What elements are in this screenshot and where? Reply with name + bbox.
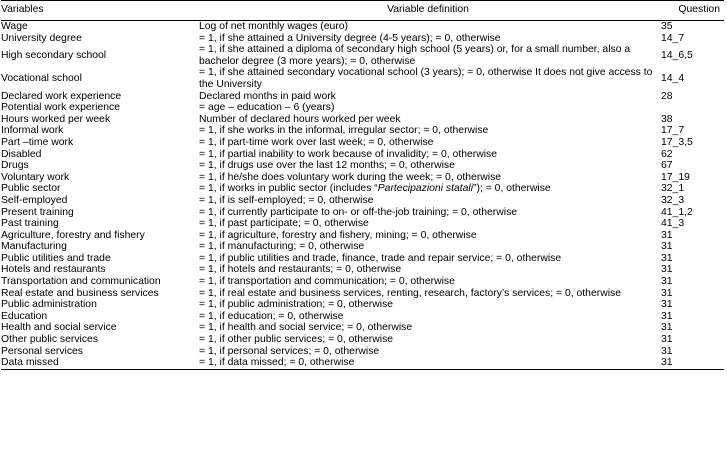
table-row [1,102,724,114]
table-row [1,311,724,323]
variable-cell: Public administration [1,299,97,311]
header-question: Question [657,1,724,21]
definition-cell: = 1, if health and social service; = 0, otherwise [199,322,413,334]
table-row [1,172,724,184]
question-cell: 38 [661,113,673,125]
table-row [1,125,724,137]
definition-cell: = 1, if public administration; = 0, otherwise [199,299,394,311]
question-cell: 17_19 [661,171,690,183]
definition-cell: = 1, if she attained a diploma of secondary high school (5 years) or, for a small number, also a bachelor degree (3 more years); = 0, otherwise [199,44,631,67]
variable-cell: Transportation and communication [1,276,161,288]
table-row [1,33,724,45]
variable-cell: Real estate and business services [1,287,159,299]
definition-cell: = 1, if is self-employed; = 0, otherwise [199,194,374,206]
question-cell: 17_7 [661,125,685,137]
variable-cell: Health and social service [1,322,117,334]
question-cell: 67 [661,160,673,172]
variable-cell: Drugs [1,160,29,172]
table-row [1,299,724,311]
question-cell: 17_3,5 [661,136,693,148]
variable-cell: Past training [1,218,59,230]
table-row [1,241,724,253]
question-cell: 41_3 [661,218,685,230]
definition-cell: = 1, if partial inability to work because of invalidity; = 0, otherwise [199,148,498,160]
definition-text: ”); = 0, otherwise [473,183,551,195]
definition-cell: Number of declared hours worked per week [199,113,401,125]
definition-cell: = 1, if other public services; = 0, otherwise [199,334,394,346]
variable-cell: Potential work experience [1,102,120,114]
question-cell [657,102,724,114]
question-cell: 14_7 [661,32,685,44]
table-row [1,218,724,230]
variables-table [1,0,724,370]
definition-cell: = 1, if he/she does voluntary work during the week; = 0, otherwise [199,171,502,183]
definition-cell: = 1, if public utilities and trade, finance, trade and repair service; = 0, otherwise [199,252,562,264]
question-cell: 14_4 [661,73,685,85]
definition-cell: = 1, if transportation and communication; = 0, otherwise [199,276,455,288]
definition-cell: = 1, if education; = 0, otherwise [199,310,344,322]
question-cell: 31 [661,229,673,241]
question-cell: 35 [661,21,673,32]
table-row [1,195,724,207]
table-row [1,230,724,242]
variable-cell: Declared work experience [1,90,122,102]
question-cell: 31 [661,334,673,346]
table-row [1,44,724,67]
variable-cell: Manufacturing [1,241,67,253]
definition-cell: = age – education – 6 (years) [199,102,335,114]
variable-cell: Hours worked per week [1,113,111,125]
table-row [1,183,724,195]
table-row [1,67,724,90]
question-cell: 31 [661,252,673,264]
variable-cell: Hotels and restaurants [1,264,106,276]
table-row [1,114,724,126]
definition-italic-text: Partecipazioni statali [377,183,474,195]
table-header-row [1,1,724,21]
question-cell: 41_1,2 [661,206,693,218]
definition-cell: = 1, if part-time work over last week; = 0, otherwise [199,136,434,148]
definition-cell: = 1, if agriculture, forestry and fishery, mining; = 0, otherwise [199,229,477,241]
variable-cell: Agriculture, forestry and fishery [1,229,145,241]
question-cell: 31 [657,357,724,369]
definition-cell: = 1, if she attained a University degree (4-5 years); = 0, otherwise [199,32,501,44]
table-row [1,276,724,288]
table-row [1,322,724,334]
table-row [1,288,724,300]
table-row [1,207,724,219]
header-definition: Variable definition [199,1,657,21]
question-cell: 31 [661,241,673,253]
question-cell: 31 [661,276,673,288]
question-cell: 31 [661,299,673,311]
table-row [1,21,724,33]
question-cell: 31 [661,310,673,322]
question-cell: 31 [661,322,673,334]
question-cell: 31 [661,264,673,276]
table-row [1,91,724,103]
table-row [1,160,724,172]
table-row [1,334,724,346]
table-row [1,264,724,276]
definition-cell: = 1, if drugs use over the last 12 months; = 0, otherwise [199,160,455,172]
definition-cell: = 1, if she works in the informal, irregular sector; = 0, otherwise [199,125,489,137]
definition-cell: = 1, if data missed; = 0, otherwise [199,357,657,369]
table-row [1,149,724,161]
definition-cell: Declared months in paid work [199,90,336,102]
definition-cell: = 1, if past participate; = 0, otherwise [199,218,369,230]
variable-cell: Part –time work [1,136,74,148]
question-cell: 32_3 [661,194,685,206]
table-row [1,137,724,149]
question-cell: 31 [661,345,673,357]
variable-cell: Public sector [1,183,61,195]
variable-cell: Vocational school [1,73,82,85]
definition-cell: = 1, if personal services; = 0, otherwise [199,345,380,357]
variable-cell: Disabled [1,148,42,160]
definition-cell: = 1, if real estate and business services, renting, research, factory’s services; = 0, otherwise [199,287,621,299]
definition-text: = 1, if works in public sector (includes “ [199,183,378,195]
table-row [1,346,724,358]
variable-cell: Wage [1,21,28,32]
question-cell: 28 [661,90,673,102]
question-cell: 32_1 [661,183,685,195]
variable-cell: Voluntary work [1,171,70,183]
variable-cell: Data missed [1,357,199,369]
variable-cell: Informal work [1,125,64,137]
definition-cell: = 1, if manufacturing; = 0, otherwise [199,241,365,253]
header-variables: Variables [1,1,199,21]
definition-cell: = 1, if currently participate to on- or off-the-job training; = 0, otherwise [199,206,518,218]
variable-cell: University degree [1,32,82,44]
variable-cell: Other public services [1,334,99,346]
variable-cell: Public utilities and trade [1,252,111,264]
variable-cell: Education [1,310,48,322]
variable-cell: High secondary school [1,49,107,61]
definition-cell [199,183,657,195]
table-row [1,253,724,265]
variable-cell: Personal services [1,345,84,357]
definition-cell: = 1, if hotels and restaurants; = 0, otherwise [199,264,402,276]
variable-cell: Self-employed [1,194,68,206]
question-cell: 14_6,5 [661,49,693,61]
question-cell: 31 [661,287,673,299]
question-cell: 62 [661,148,673,160]
definition-cell: = 1, if she attained secondary vocational school (3 years); = 0, otherwise It does not give access to the University [199,67,653,90]
variable-cell: Present training [1,206,74,218]
table-row [1,357,724,369]
definition-cell: Log of net monthly wages (euro) [199,21,349,32]
